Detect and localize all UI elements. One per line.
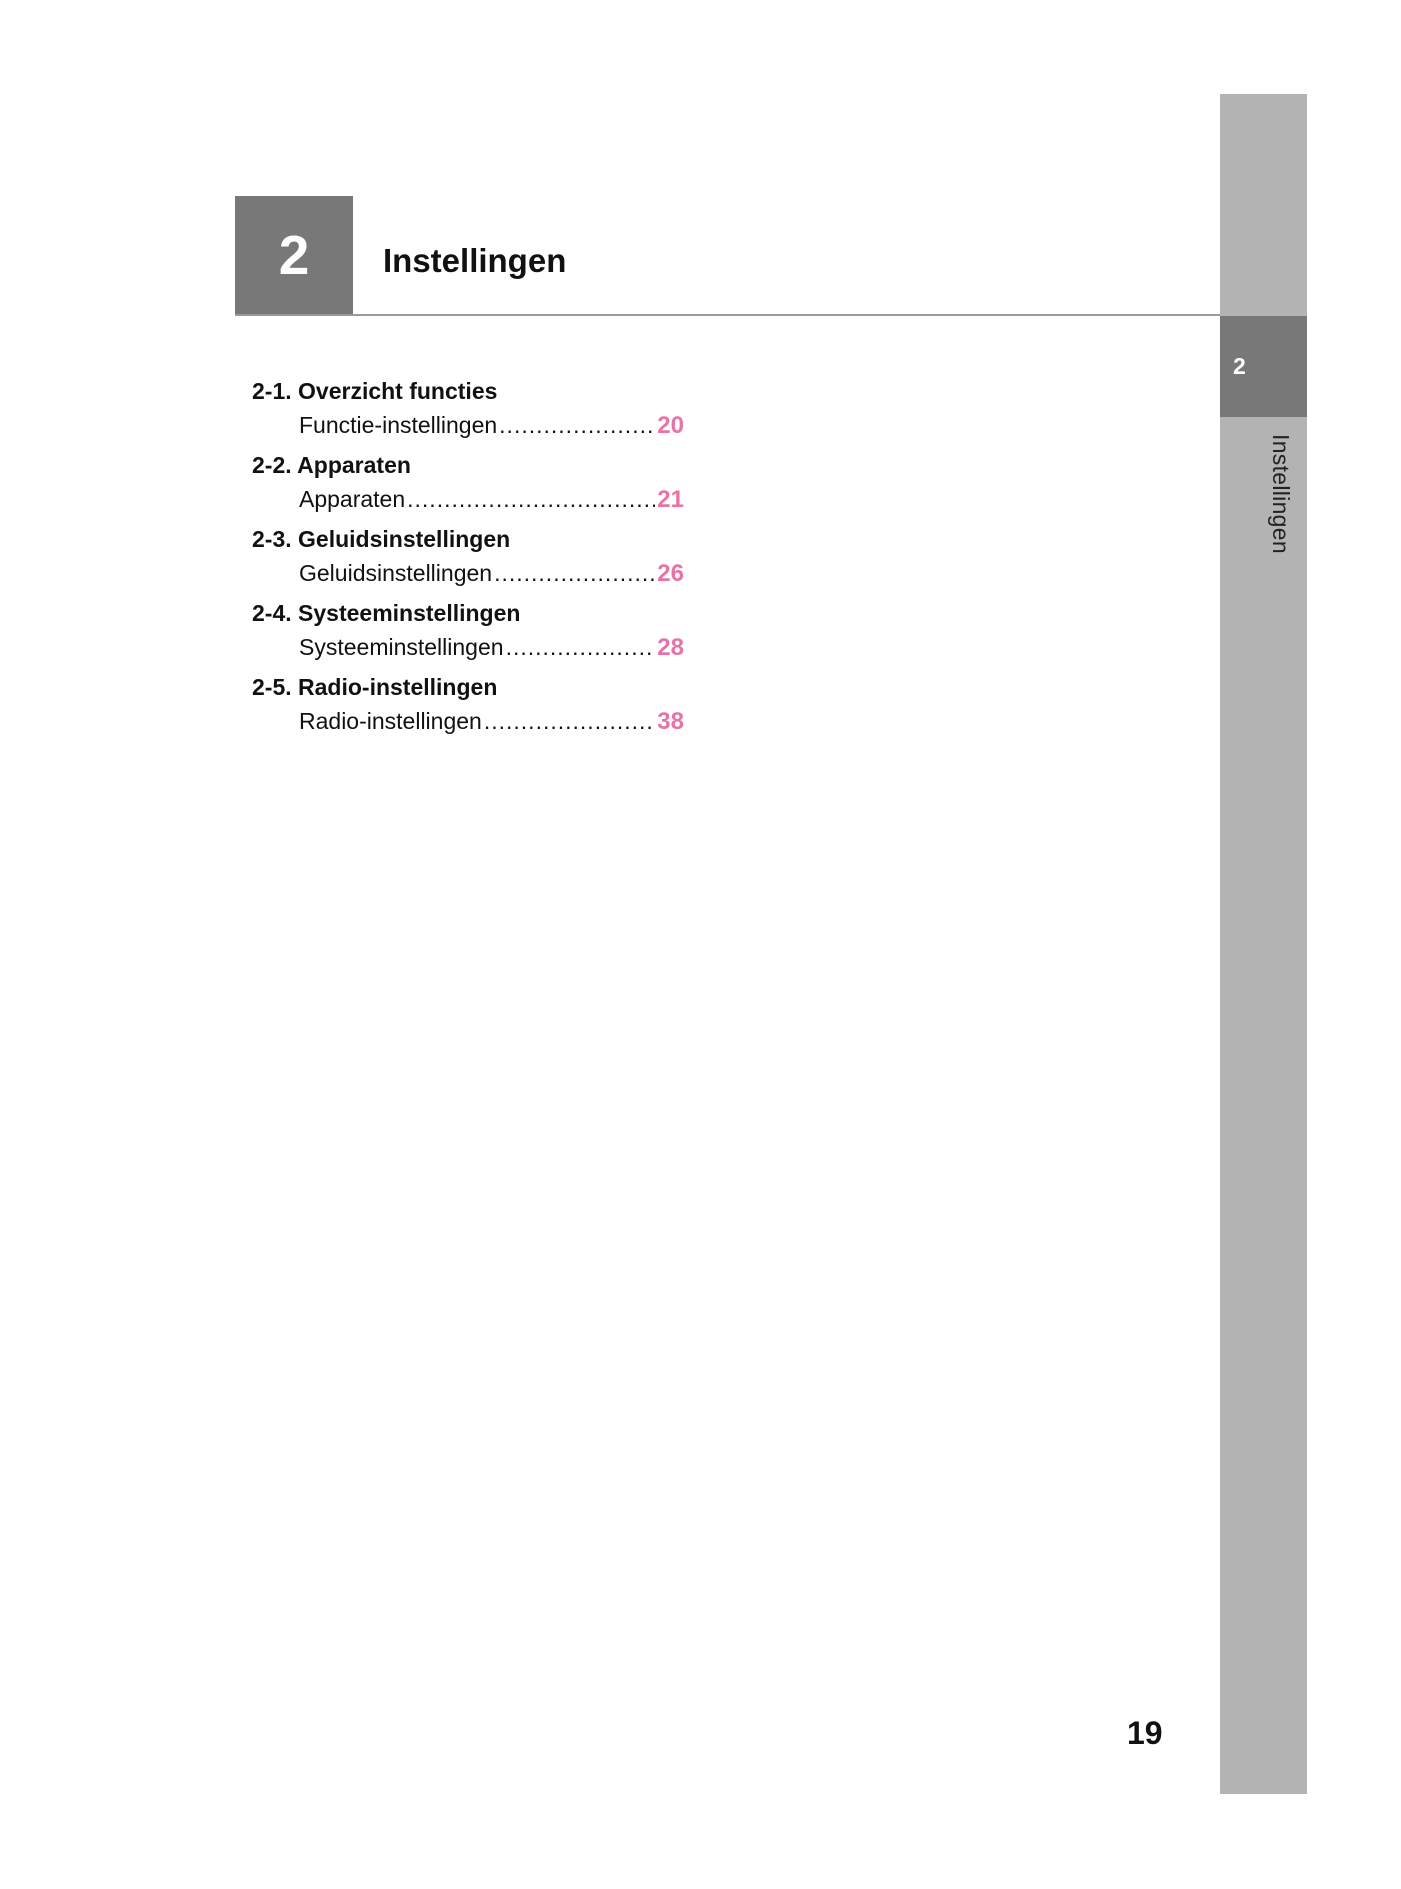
toc-entry-page[interactable]: 20 xyxy=(657,412,684,439)
toc-entry-label[interactable]: Geluidsinstellingen xyxy=(299,560,493,586)
toc-entry-label[interactable]: Radio-instellingen xyxy=(299,708,482,734)
chapter-number: 2 xyxy=(278,224,310,286)
toc-section-2-1 xyxy=(252,374,684,448)
chapter-number-box xyxy=(235,196,353,314)
toc-entry[interactable] xyxy=(299,704,684,744)
table-of-contents xyxy=(252,374,684,744)
side-tab-number: 2 xyxy=(1233,353,1246,379)
page-number: 19 xyxy=(1127,1715,1163,1751)
toc-section-heading: 2-2. Apparaten xyxy=(252,452,411,478)
toc-entry-page[interactable]: 21 xyxy=(657,486,684,513)
toc-section-heading: 2-3. Geluidsinstellingen xyxy=(252,526,511,552)
toc-section-2-2 xyxy=(252,448,684,522)
toc-section-2-3 xyxy=(252,522,684,596)
toc-section-heading: 2-4. Systeeminstellingen xyxy=(252,600,521,626)
toc-entry[interactable] xyxy=(299,482,684,522)
toc-entry[interactable] xyxy=(299,630,684,670)
toc-entry-page[interactable]: 38 xyxy=(657,708,684,735)
toc-entry-label[interactable]: Apparaten xyxy=(299,486,406,512)
chapter-side-tab xyxy=(1220,94,1307,1794)
toc-leader-dots xyxy=(494,556,655,590)
toc-section-heading: 2-5. Radio-instellingen xyxy=(252,674,498,700)
toc-leader-dots xyxy=(407,482,655,516)
toc-entry-page[interactable]: 26 xyxy=(657,560,684,587)
toc-entry-label[interactable]: Systeeminstellingen xyxy=(299,634,504,660)
side-tab-label: Instellingen xyxy=(1268,434,1294,554)
chapter-divider xyxy=(235,314,1220,316)
toc-entry-label[interactable]: Functie-instellingen xyxy=(299,412,498,438)
toc-entry[interactable] xyxy=(299,556,684,596)
toc-section-2-4 xyxy=(252,596,684,670)
toc-section-2-5 xyxy=(252,670,684,744)
toc-leader-dots xyxy=(499,408,655,442)
toc-leader-dots xyxy=(506,630,656,664)
chapter-title: Instellingen xyxy=(383,242,567,279)
toc-section-heading: 2-1. Overzicht functies xyxy=(252,378,498,404)
toc-entry-page[interactable]: 28 xyxy=(657,634,684,661)
toc-leader-dots xyxy=(484,704,655,738)
toc-entry[interactable] xyxy=(299,408,684,448)
